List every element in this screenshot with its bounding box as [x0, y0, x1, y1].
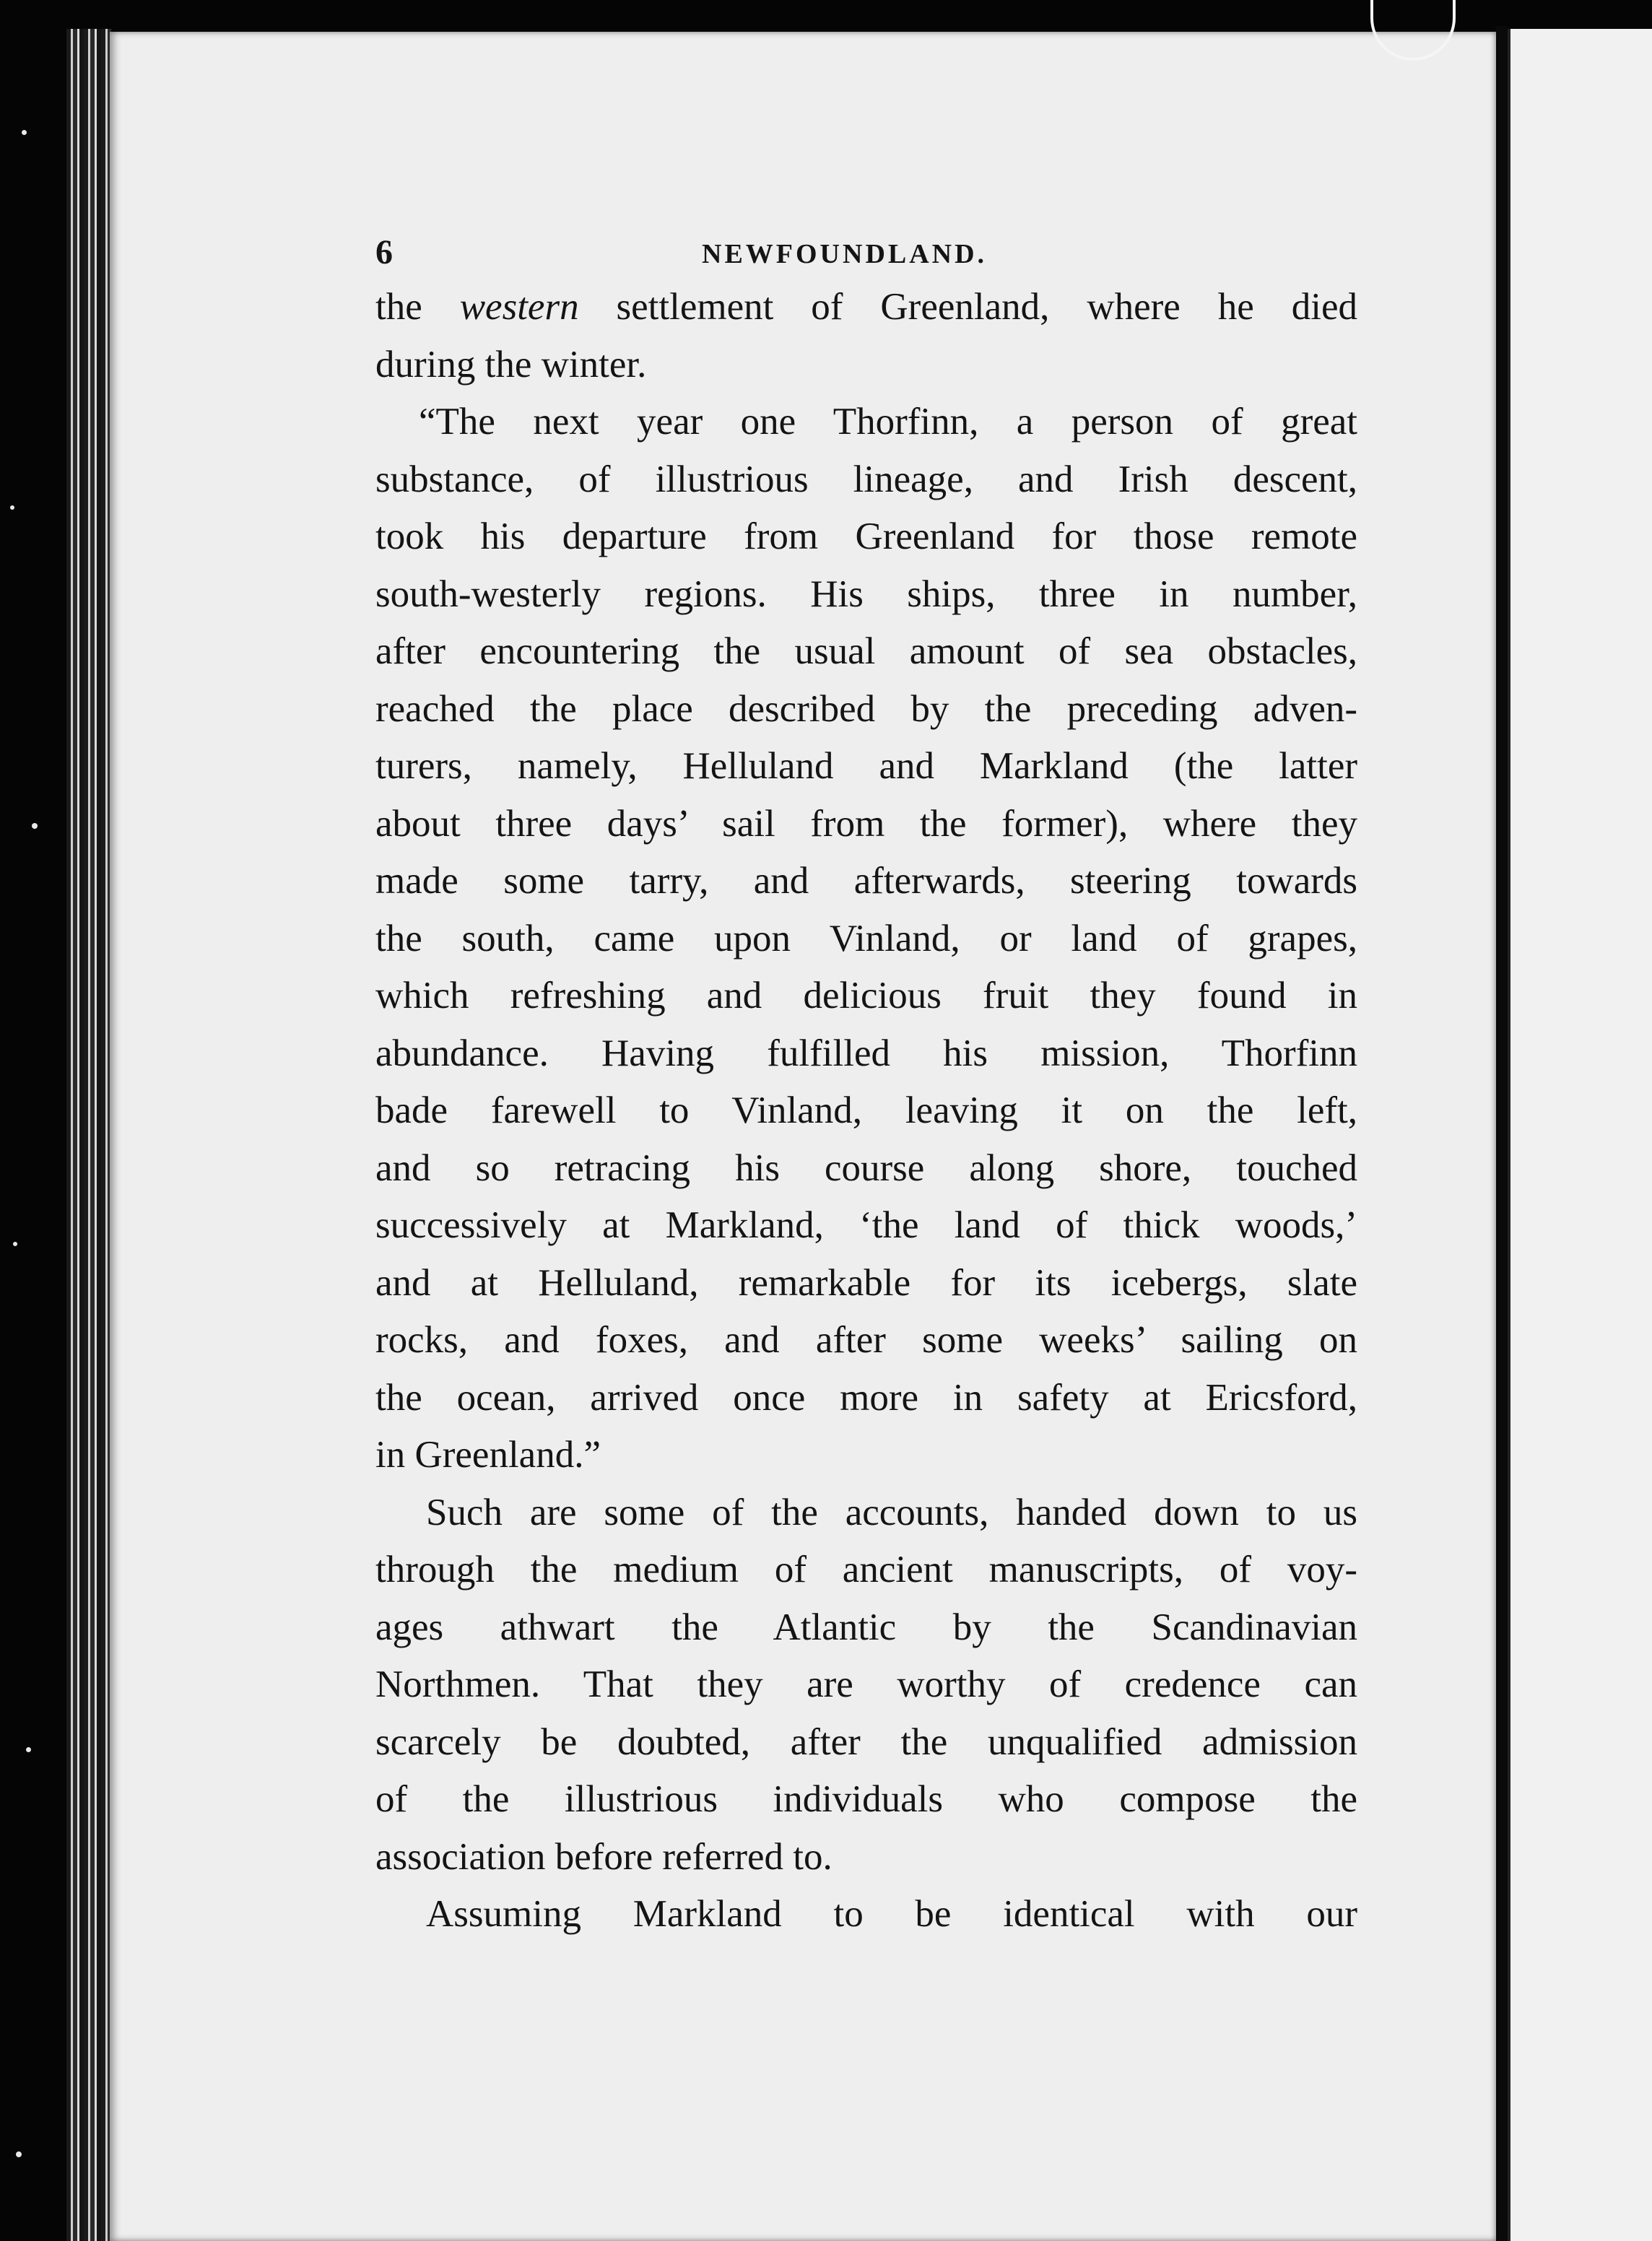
- text-line: took his departure from Greenland for those remote: [375, 515, 1357, 557]
- text-line: in Greenland.”: [375, 1434, 601, 1476]
- text-line: the ocean, arrived once more in safety at Ericsford,: [375, 1376, 1357, 1419]
- body-text: [375, 279, 1357, 1944]
- text-line: rocks, and foxes, and after some weeks’ sailing on: [375, 1319, 1357, 1361]
- running-head: [269, 217, 1373, 279]
- text-line: of the illustrious individuals who compose the: [375, 1778, 1357, 1820]
- text-line: “The next year one Thorfinn, a person of great: [419, 401, 1357, 443]
- text-line: successively at Markland, ‘the land of thick woods,’: [375, 1204, 1357, 1246]
- text-line: substance, of illustrious lineage, and Irish descent,: [375, 458, 1357, 500]
- text-line: which refreshing and delicious fruit they found in: [375, 975, 1357, 1017]
- running-title: NEWFOUNDLAND.: [702, 239, 988, 269]
- text-line: and at Helluland, remarkable for its icebergs, slate: [375, 1261, 1357, 1304]
- dust-speck: [16, 2151, 22, 2157]
- dust-speck: [13, 1242, 17, 1246]
- text-line: about three days’ sail from the former), where they: [375, 802, 1357, 845]
- text-line: association before referred to.: [375, 1835, 832, 1878]
- dust-speck: [22, 130, 27, 135]
- text-line: ages athwart the Atlantic by the Scandinavian: [375, 1606, 1357, 1648]
- text-line: during the winter.: [375, 343, 647, 386]
- text-line: through the medium of ancient manuscripts, of voy-: [375, 1549, 1357, 1591]
- facing-page-sliver: [1508, 29, 1652, 2241]
- text-line: bade farewell to Vinland, leaving it on the left,: [375, 1089, 1357, 1131]
- text-line: Such are some of the accounts, handed down to us: [426, 1491, 1357, 1533]
- text-line: Assuming Markland to be identical with our: [426, 1893, 1357, 1935]
- text-line: [375, 279, 1357, 336]
- dust-speck: [32, 823, 38, 829]
- dust-speck: [26, 1747, 31, 1752]
- italic-word: western: [459, 286, 579, 328]
- text-line: south-westerly regions. His ships, three in number,: [375, 573, 1357, 615]
- text-line: reached the place described by the preceding adven-: [375, 687, 1357, 730]
- page-number: 6: [375, 233, 393, 271]
- dust-speck: [10, 505, 14, 510]
- text-line: Northmen. That they are worthy of credence can: [375, 1663, 1357, 1705]
- text-line: scarcely be doubted, after the unqualified admission: [375, 1720, 1357, 1763]
- page-text-block: [269, 217, 1373, 1944]
- text-line: and so retracing his course along shore, touched: [375, 1146, 1357, 1189]
- text-line: turers, namely, Helluland and Markland (the latter: [375, 745, 1357, 787]
- text-run: the: [375, 286, 422, 328]
- page-gutter-shadow: [1496, 26, 1508, 2241]
- text-line: the south, came upon Vinland, or land of grapes,: [375, 917, 1357, 960]
- text-line: made some tarry, and afterwards, steering towards: [375, 860, 1357, 902]
- text-line: after encountering the usual amount of sea obstacles,: [375, 630, 1357, 672]
- text-line: abundance. Having fulfilled his mission, Thorfinn: [375, 1032, 1357, 1074]
- text-run: settlement of Greenland, where he died: [616, 286, 1357, 328]
- book-spine-edge: [66, 29, 111, 2241]
